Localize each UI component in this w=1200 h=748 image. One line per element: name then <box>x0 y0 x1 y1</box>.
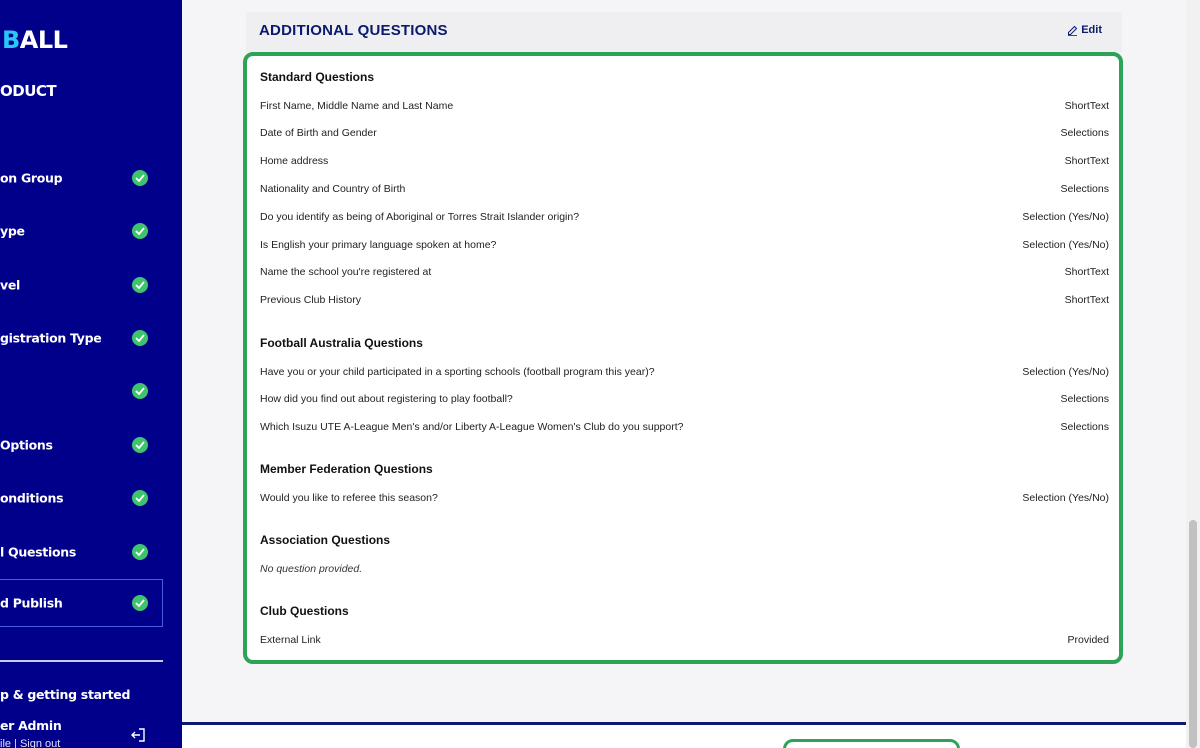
empty-message: No question provided. <box>260 563 363 575</box>
sidebar-item-registration-type[interactable] <box>0 314 163 362</box>
sidebar-item-questions[interactable] <box>0 528 163 576</box>
sidebar-item-label: d Publish <box>0 595 63 611</box>
sidebar-item-label: vel <box>0 277 21 293</box>
edit-button[interactable] <box>1067 24 1102 36</box>
check-circle-icon <box>132 437 148 453</box>
question-type: ShortText <box>1064 294 1109 306</box>
question-type: Provided <box>1067 634 1109 646</box>
sidebar-heading: ODUCT <box>0 82 57 100</box>
question-type: ShortText <box>1064 100 1109 112</box>
question-type: Selections <box>1060 127 1109 139</box>
question-row <box>260 155 1109 171</box>
question-text: Which Isuzu UTE A-League Men's and/or Liberty A-League Women's Club do you support? <box>260 421 684 433</box>
sidebar-item-label: gistration Type <box>0 330 102 346</box>
question-type: Selections <box>1060 393 1109 405</box>
footer-action-button[interactable] <box>783 739 960 748</box>
sidebar-item-registration-group[interactable] <box>0 154 163 202</box>
scrollbar[interactable] <box>1186 0 1200 748</box>
signout-link[interactable]: ile | Sign out <box>0 738 61 748</box>
question-text: External Link <box>260 634 321 646</box>
question-type: ShortText <box>1064 155 1109 167</box>
sidebar-item-options[interactable] <box>0 421 163 469</box>
question-row <box>260 266 1109 282</box>
question-row <box>260 294 1109 310</box>
sidebar-item-conditions[interactable] <box>0 474 163 522</box>
scrollbar-thumb[interactable] <box>1189 520 1197 748</box>
group-title: Football Australia Questions <box>260 336 423 350</box>
pencil-icon <box>1067 25 1078 36</box>
section-title: ADDITIONAL QUESTIONS <box>259 22 448 39</box>
user-name: er Admin <box>0 718 62 733</box>
question-row <box>260 634 1109 650</box>
question-text: Date of Birth and Gender <box>260 127 377 139</box>
question-type: Selection (Yes/No) <box>1022 239 1109 251</box>
sidebar-item-type[interactable] <box>0 207 163 255</box>
check-circle-icon <box>132 383 148 399</box>
question-row <box>260 183 1109 199</box>
sidebar-item-label: onditions <box>0 490 64 506</box>
sidebar-item-label: ype <box>0 223 25 239</box>
sidebar-item-publish[interactable] <box>0 579 163 627</box>
group-title: Standard Questions <box>260 70 375 84</box>
question-text: Name the school you're registered at <box>260 266 432 278</box>
question-row <box>260 421 1109 437</box>
question-text: Have you or your child participated in a sporting schools (football program this year)? <box>260 366 655 378</box>
section-header <box>246 12 1122 52</box>
footer-bar <box>182 725 1186 748</box>
question-row <box>260 393 1109 409</box>
sidebar-item-label: l Questions <box>0 544 76 560</box>
edit-label: Edit <box>1081 24 1102 36</box>
group-title: Club Questions <box>260 604 349 618</box>
help-link[interactable]: p & getting started <box>0 687 131 702</box>
check-circle-icon <box>132 330 148 346</box>
question-row <box>260 492 1109 508</box>
question-row <box>260 211 1109 227</box>
sidebar-item-level[interactable] <box>0 261 163 309</box>
check-circle-icon <box>132 490 148 506</box>
question-type: ShortText <box>1064 266 1109 278</box>
question-row <box>260 127 1109 143</box>
questions-card <box>243 52 1123 664</box>
check-circle-icon <box>132 223 148 239</box>
question-row <box>260 239 1109 255</box>
question-row <box>260 366 1109 382</box>
question-text: Is English your primary language spoken at home? <box>260 239 497 251</box>
check-circle-icon <box>132 170 148 186</box>
question-row <box>260 100 1109 116</box>
question-text: Would you like to referee this season? <box>260 492 438 504</box>
question-text: Do you identify as being of Aboriginal or Torres Strait Islander origin? <box>260 211 580 223</box>
check-circle-icon <box>132 277 148 293</box>
question-text: How did you find out about registering to play football? <box>260 393 513 405</box>
question-type: Selection (Yes/No) <box>1022 211 1109 223</box>
question-type: Selections <box>1060 421 1109 433</box>
question-text: Nationality and Country of Birth <box>260 183 406 195</box>
sidebar <box>0 0 182 748</box>
question-type: Selection (Yes/No) <box>1022 366 1109 378</box>
group-title: Association Questions <box>260 533 391 547</box>
question-text: Previous Club History <box>260 294 361 306</box>
sidebar-item-label: on Group <box>0 170 63 186</box>
sidebar-item-blank[interactable] <box>0 367 163 415</box>
sidebar-divider <box>0 660 163 662</box>
question-text: First Name, Middle Name and Last Name <box>260 100 454 112</box>
check-circle-icon <box>132 595 148 611</box>
question-text: Home address <box>260 155 329 167</box>
check-circle-icon <box>132 544 148 560</box>
logout-icon[interactable] <box>130 727 146 748</box>
question-type: Selections <box>1060 183 1109 195</box>
group-title: Member Federation Questions <box>260 462 433 476</box>
question-type: Selection (Yes/No) <box>1022 492 1109 504</box>
main-content <box>182 0 1186 748</box>
sidebar-item-label: Options <box>0 437 53 453</box>
logo[interactable]: BALL <box>2 26 68 54</box>
